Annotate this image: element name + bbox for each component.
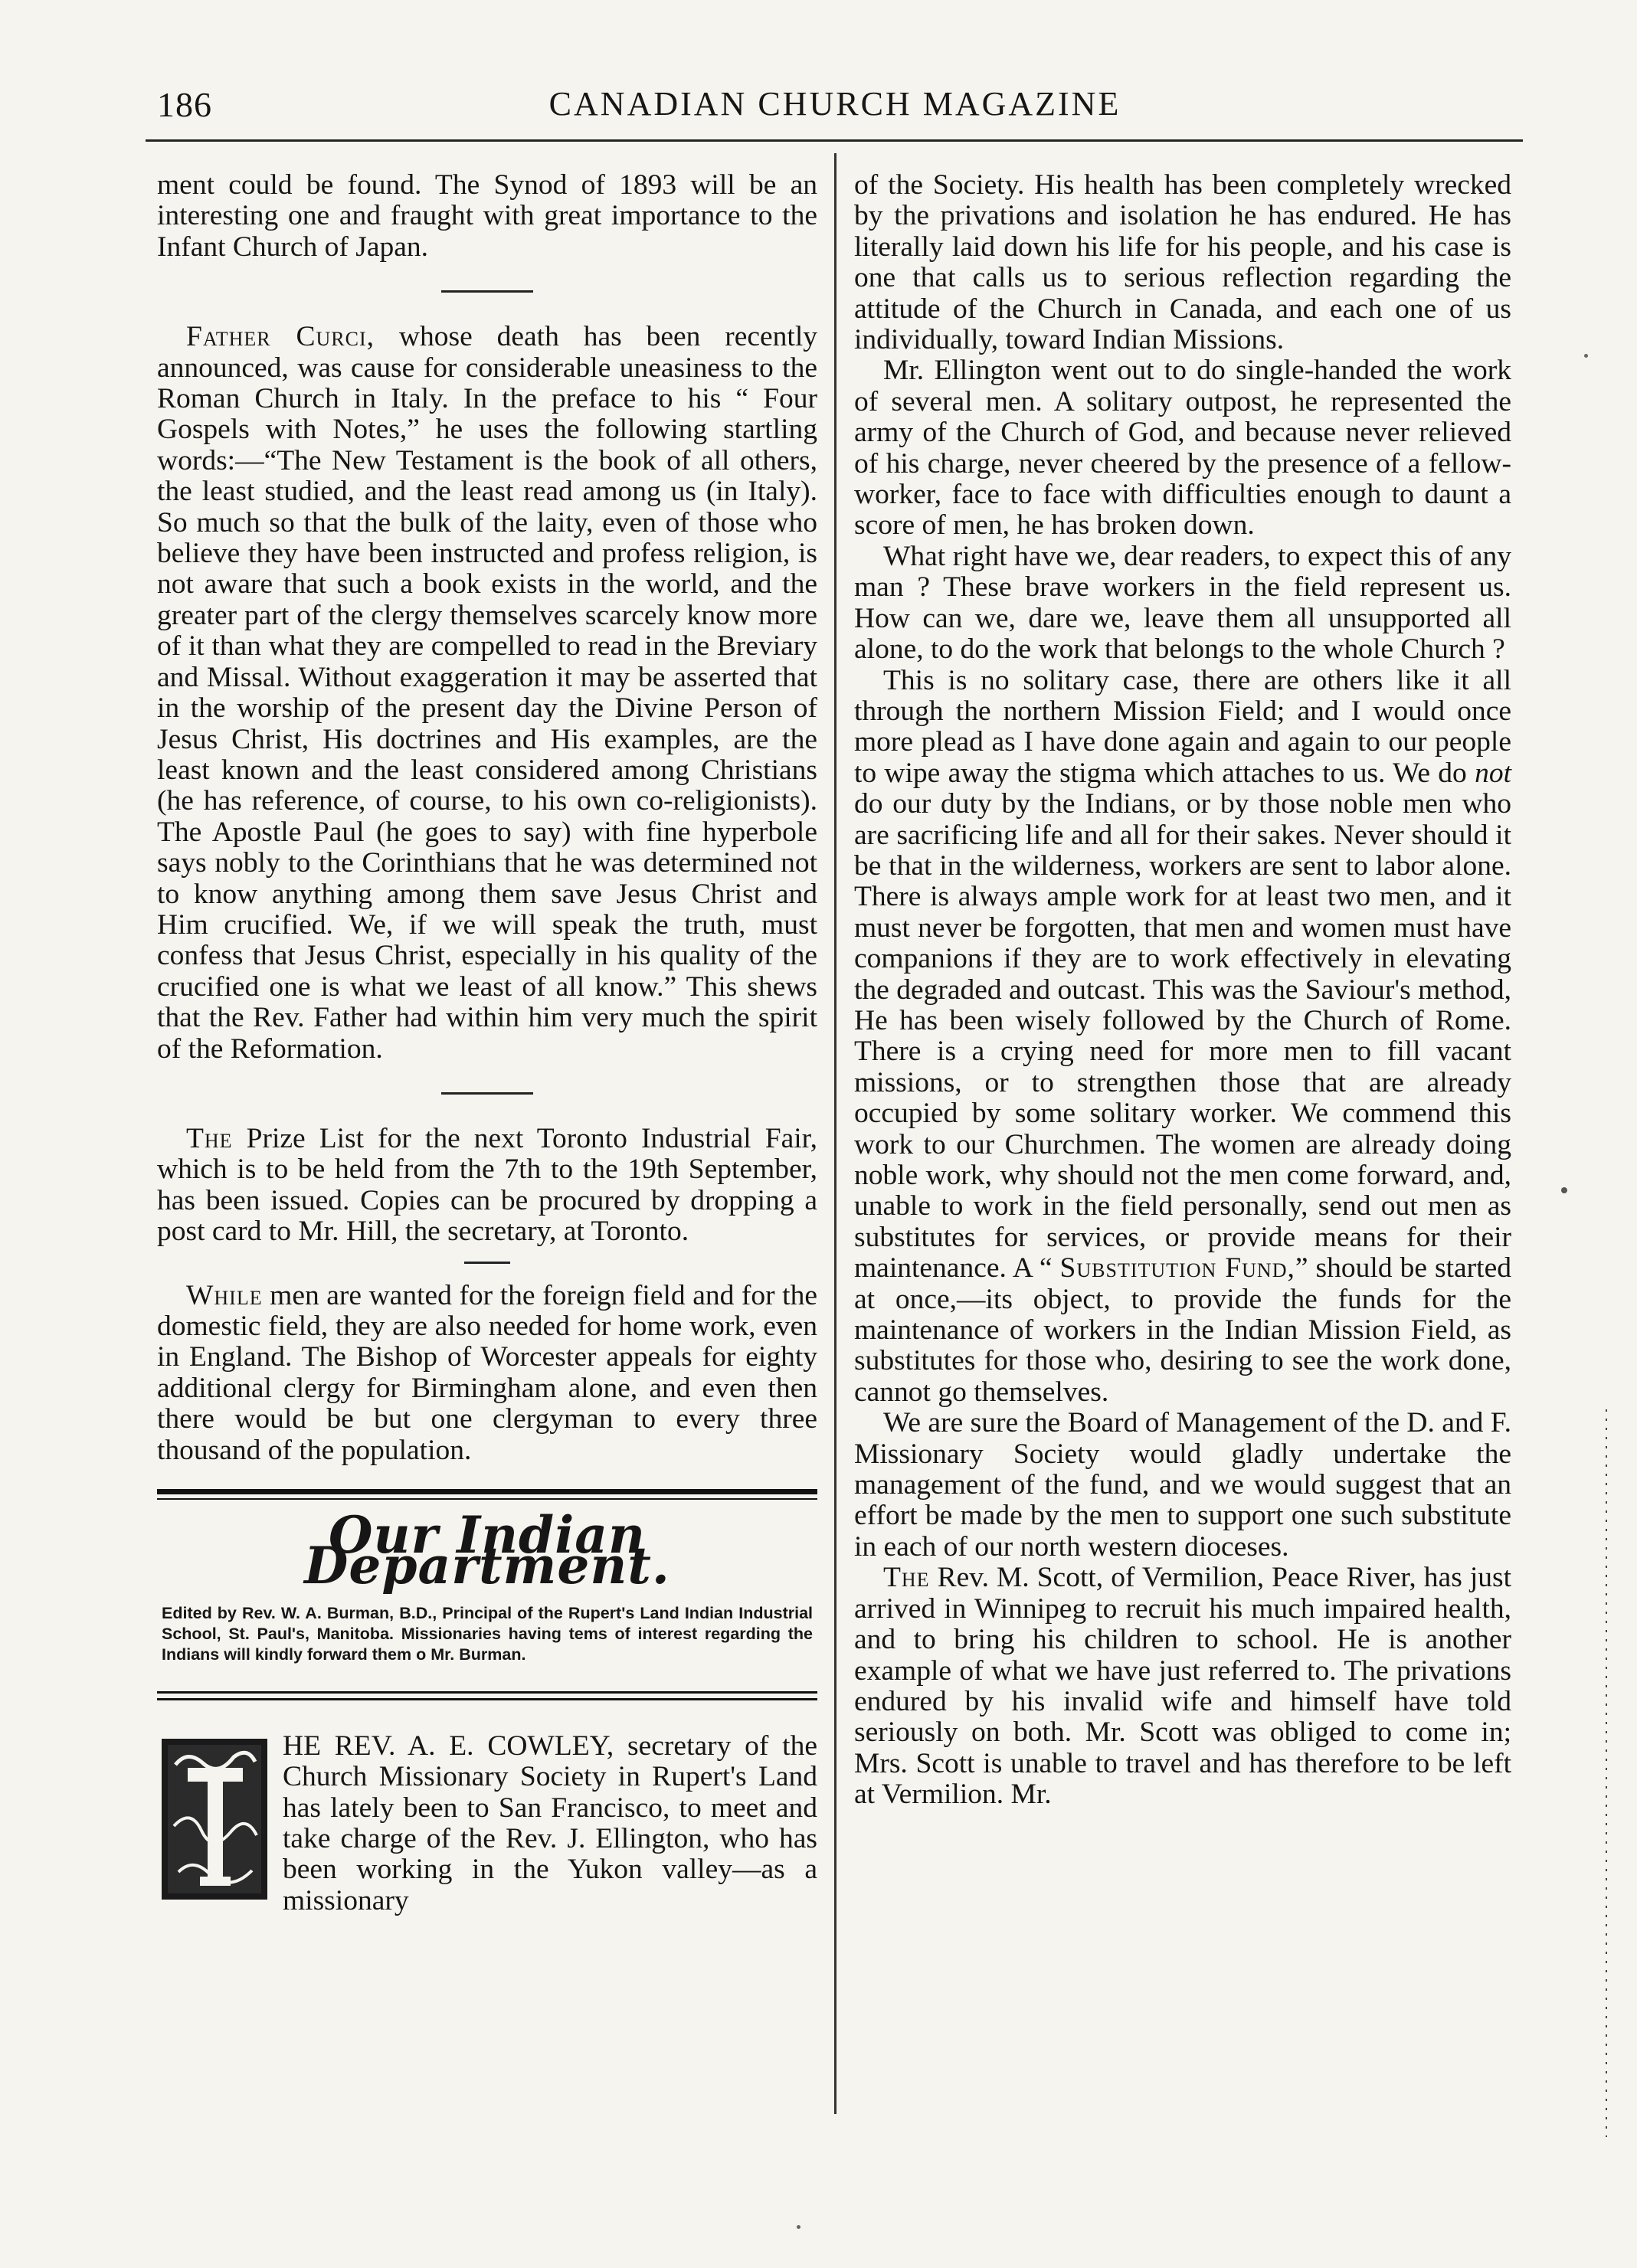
dropcap-ornament-icon [157, 1734, 272, 1904]
curci-lead: Father Curci, [186, 321, 375, 353]
page-edge-marks [1604, 1409, 1609, 2137]
department-editor-note: Edited by Rev. W. A. Burman, B.D., Principal of the Rupert's Land Indian Industrial School, St. Paul's, Manitoba. Missionaries having tems of interest regarding the Indians will kindly forward them o Mr. Burman. [162, 1603, 813, 1664]
right-column [854, 170, 1511, 1811]
cowley-text: HE REV. A. E. COWLEY, secretary of the Church Missionary Society in Rupert's Land has lately been to San Francisco, to meet and take charge of the Rev. J. Ellington, who has been working in the Yukon valley—as a missionary [283, 1730, 817, 1916]
section-rule [464, 1262, 510, 1264]
while-paragraph [157, 1281, 817, 1466]
print-speck [1561, 1187, 1567, 1193]
solitary-text-c: ” should be started at once,—its object, to provide the funds for the maintenance of workers in the Indian Mission Field, as substitutes for those who, desiring to see the work done, cannot go themselves. [854, 1252, 1511, 1408]
department-rule [157, 1489, 817, 1500]
heavy-rule [157, 1489, 817, 1494]
section-rule [441, 290, 533, 293]
while-lead: While [186, 1279, 263, 1311]
page-number: 186 [157, 85, 212, 124]
page-header [149, 84, 1521, 130]
synod-paragraph: ment could be found. The Synod of 1893 will be an interesting one and fraught with great importance to the Infant Church of Japan. [157, 169, 817, 263]
scott-lead: The [883, 1562, 930, 1594]
double-rule [157, 1691, 817, 1700]
ellington-paragraph: Mr. Ellington went out to do single-handed the work of several men. A solitary outpost, he represented the army of the Church of God, and because never relieved of his charge, never cheered by the presence of a fellow-worker, face to face with difficulties enough to daunt a score of men, he has broken down. [854, 355, 1511, 542]
thin-rule [157, 1498, 817, 1500]
solitary-text-a: This is no solitary case, there are others like it all through the northern Mission Field; and I would once more plead as I have done again and again to our people to wipe away the stigma which attaches to us. We do [854, 664, 1511, 789]
column-divider [834, 153, 837, 2114]
prize-text: Prize List for the next Toronto Industrial Fair, which is to be held from the 7th to the 19th September, has been issued. Copies can be procured by dropping a post card to Mr. Hill, the secretary, at Toronto. [157, 1122, 817, 1248]
while-text: men are wanted for the foreign field and for the domestic field, they are also needed for home work, even in England. The Bishop of Worcester appeals for eighty additional clergy for Birmingham alone, and even then there would be but one clergyman to every three thousand of the population. [157, 1279, 817, 1466]
board-paragraph: We are sure the Board of Management of the D. and F. Missionary Society would gladly undertake the management of the fund, and we would suggest that an effort be made by the men to support one such substitute in each of our north western dioceses. [854, 1407, 1511, 1563]
scott-paragraph [854, 1563, 1511, 1810]
solitary-text-b: do our duty by the Indians, or by those noble men who are sacrificing life and all for their sakes. Never should it be that in the wilderness, workers are sent to labor alone. There is always ample work for at least two men, and it must never be forgotten, that men and women must have companions if they are to work effectively in elevating the degraded and outcast. This was the Saviour's method, He has been wisely followed by the Church of Rome. There is a crying need for more men to fill vacant missions, or to strengthen those that are already occupied by some solitary worker. We commend this work to our Churchmen. The women are already doing noble work, why should not the men come forward, and, unable to work in the field personally, send out men as substitutes for services, or provide means for their maintenance. A “ [854, 788, 1511, 1285]
running-head: CANADIAN CHURCH MAGAZINE [548, 85, 1121, 123]
section-rule [441, 1092, 533, 1095]
curci-text: whose death has been recently announced, was cause for considerable uneasiness to the Roman Church in Italy. In the preface to his “ Four Gospels with Notes,” he uses the following startling words:—“The New Testament is the book of all others, the least studied, and the least read among us (in Italy). So much so that the bulk of the laity, even of those who believe they have been instructed and profess religion, is not aware that such a book exists in the world, and the greater part of the clergy themselves scarcely know more of it than what they are compelled to read in the Breviary and Missal. Without exaggeration it may be asserted that in the worship of the present day the Divine Person of Jesus Christ, His doctrines and His examples, are the least known and the least considered among Christians (he has reference, of course, to his own co-religionists). The Apostle Paul (he goes to say) with fine hyperbole says nobly to the Corinthians that he was determined not to know anything among them save Jesus Christ and Him crucified. We, if we will speak the truth, must confess that Jesus Christ, especially in his quality of the crucified one is what we least of all know.” This shews that the Rev. Father had within him very much the spirit of the Reformation. [157, 321, 818, 1065]
society-paragraph: of the Society. His health has been completely wrecked by the privations and isolation he has endured. He has literally laid down his life for his people, and his case is one that calls us to serious reflection regarding the attitude of the Church in Canada, and each one of us individually, toward Indian Missions. [854, 169, 1511, 356]
scott-text: Rev. M. Scott, of Vermilion, Peace River, has just arrived in Winnipeg to recruit his much impaired health, and to bring his children to school. He is another example of what we have just referred to. The privations endured by his invalid wife and himself have told seriously on both. Mr. Scott was obliged to come in; Mrs. Scott is unable to travel and has therefore to be left at Vermilion. Mr. [854, 1562, 1511, 1811]
left-column [157, 170, 817, 1916]
prize-paragraph [157, 1124, 817, 1248]
prize-lead: The [186, 1122, 233, 1154]
rule-line [157, 1691, 817, 1694]
cowley-paragraph [157, 1731, 817, 1916]
substitution-fund: Substitution Fund, [1059, 1252, 1295, 1285]
decorative-dropcap [157, 1734, 272, 1904]
readers-paragraph: What right have we, dear readers, to expect this of any man ? These brave workers in the field represent us. How can we, dare we, leave them all unsupported all alone, to do the work that belongs to the whole Church ? [854, 540, 1511, 666]
header-rule [146, 139, 1523, 142]
rule-line [157, 1698, 817, 1700]
department-title: Our Indian Department. [304, 1505, 670, 1596]
emphasis-not: not [1475, 757, 1511, 789]
print-speck [1584, 354, 1588, 358]
curci-paragraph [157, 322, 817, 1065]
solitary-case-paragraph [854, 666, 1511, 1409]
print-speck [797, 2225, 800, 2229]
